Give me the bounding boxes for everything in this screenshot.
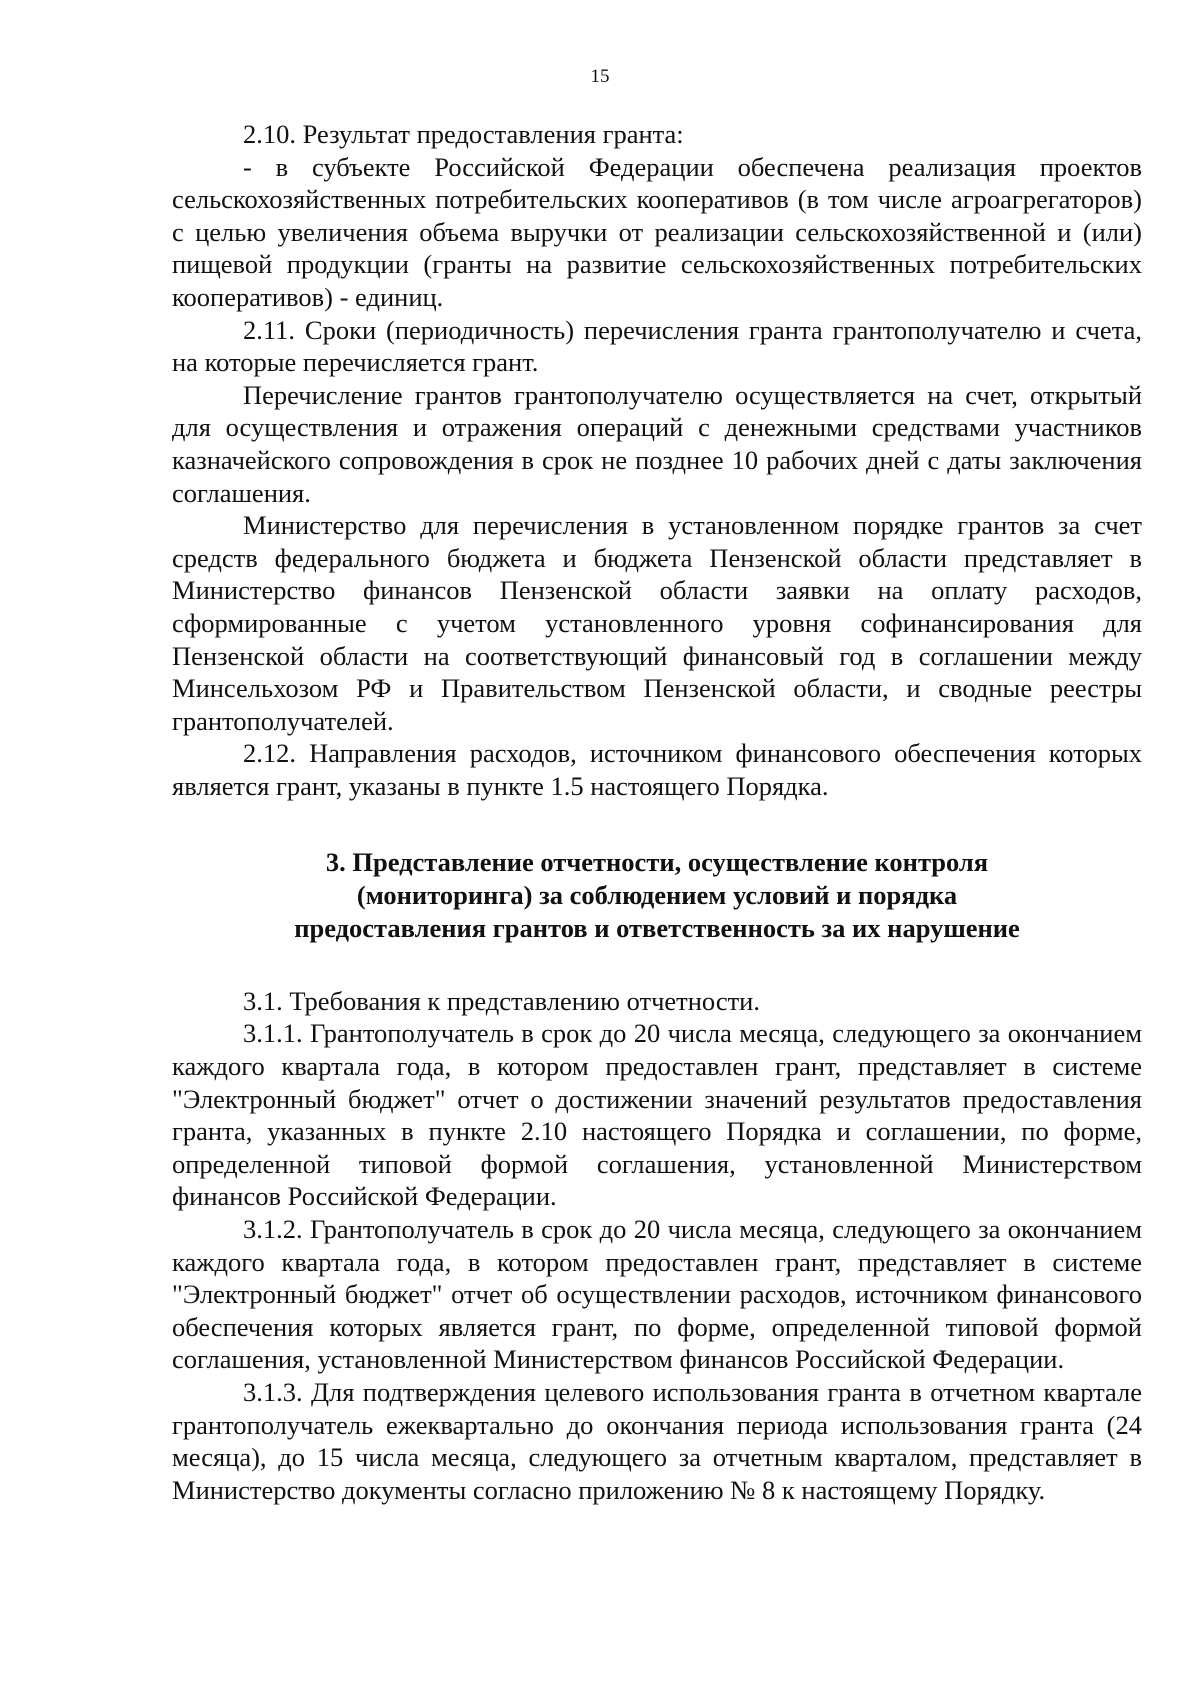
paragraph-transfer: Перечисление грантов грантополучателю осуществляется на счет, открытый для осуществления и отражения операций с денежными средствами участников казначейского сопровождения в срок не позднее 10 рабочих дней с даты заключения соглашения.: [172, 379, 1142, 508]
section-3-title: [172, 846, 1142, 944]
section-title-line: (мониторинга) за соблюдением условий и порядка: [356, 880, 958, 911]
paragraph-2-10-result: - в субъекте Российской Федерации обеспечена реализация проектов сельскохозяйственных потребительских кооперативов (в том числе агроагрегаторов) с целью увеличения объема выручки от реализации сельскохозяйственной и (или) пищевой продукции (гранты на развитие сельскохозяйственных потребительских кооперативов) - единиц.: [172, 151, 1142, 312]
paragraph-3-1-2: 3.1.2. Грантополучатель в срок до 20 числа месяца, следующего за окончанием каждого квартала года, в котором предоставлен грант, представляет в системе "Электронный бюджет" отчет об осуществлении расходов, источником финансового обеспечения которых является грант, по форме, определенной типовой формой соглашения, установленной Министерством финансов Российской Федерации.: [172, 1214, 1142, 1375]
paragraph-3-1-1: 3.1.1. Грантополучатель в срок до 20 числа месяца, следующего за окончанием каждого квартала года, в котором предоставлен грант, представляет в системе "Электронный бюджет" отчет о достижении значений результатов предоставления гранта, указанных в пункте 2.10 настоящего Порядка и соглашении, по форме, определенной типовой формой соглашения, установленной Министерством финансов Российской Федерации.: [172, 1018, 1142, 1212]
document-body: [172, 118, 1142, 1506]
paragraph-2-12: 2.12. Направления расходов, источником финансового обеспечения которых является грант, указаны в пункте 1.5 настоящего Порядка.: [172, 738, 1142, 801]
section-title-line: 3. Представление отчетности, осуществление контроля: [325, 847, 989, 878]
paragraph-3-1: 3.1. Требования к представлению отчетности.: [243, 985, 760, 1016]
paragraph-3-1-3: 3.1.3. Для подтверждения целевого использования гранта в отчетном квартале грантополучатель ежеквартально до окончания периода использования гранта (24 месяца), до 15 числа месяца, следующего за отчетным кварталом, представляет в Министерство документы согласно приложению № 8 к настоящему Порядку.: [172, 1376, 1142, 1505]
paragraph-2-11: 2.11. Сроки (периодичность) перечисления гранта грантополучателю и счета, на которые перечисляется грант.: [172, 314, 1142, 378]
paragraph-ministry: Министерство для перечисления в установленном порядке грантов за счет средств федерального бюджета и бюджета Пензенской области представляет в Министерство финансов Пензенской области заявки на оплату расходов, сформированные с учетом установленного уровня софинансирования для Пензенской области на соответствующий финансовый год в соглашении между Минсельхозом РФ и Правительством Пензенской области, и сводные реестры грантополучателей.: [172, 510, 1142, 736]
section-title-line: предоставления грантов и ответственность за их нарушение: [294, 913, 1020, 944]
page-number: 15: [590, 66, 610, 87]
paragraph-2-10: 2.10. Результат предоставления гранта:: [243, 119, 684, 149]
